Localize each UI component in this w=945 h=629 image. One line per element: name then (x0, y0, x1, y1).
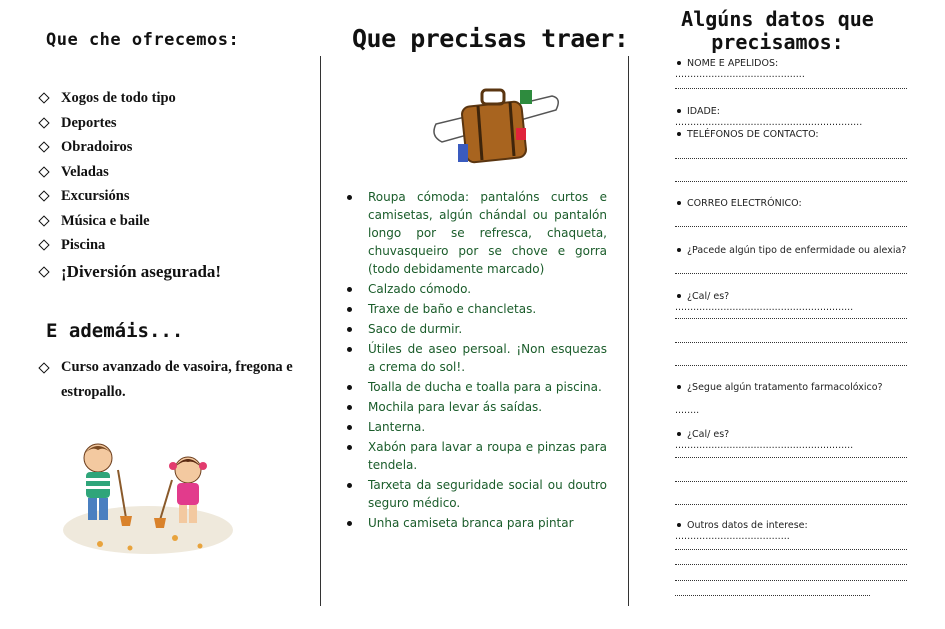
offer-item: Música e baile (40, 209, 221, 234)
field-illness-which[interactable]: ¿Cal/ es? ........................................................... (675, 291, 854, 313)
dotted-line[interactable] (675, 595, 870, 596)
bring-item: Xabón para lavar a roupa e pinzas para tendela. (345, 438, 607, 474)
field-treatment-which[interactable]: ¿Cal/ es? ........................................................... (675, 429, 854, 451)
offer-item: Piscina (40, 233, 221, 258)
bring-item: Calzado cómodo. (345, 280, 607, 298)
offer-item: Xogos de todo tipo (40, 86, 221, 111)
offer-item: Deportes (40, 111, 221, 136)
bring-item: Útiles de aseo persoal. ¡Non esquezas a crema do sol!. (345, 340, 607, 376)
data-title: Algúns datos que precisamos: (681, 7, 874, 54)
field-illness[interactable]: ¿Pacede algún tipo de enfermidade ou alexia? (675, 245, 910, 256)
kids-sweeping-illustration (60, 420, 235, 560)
bring-item: Roupa cómoda: pantalóns curtos e camisetas, algún chándal ou pantalón longo por se refresca, chaqueta, chuvasqueiro por se chove e gorra (todo debidamente marcado) (345, 188, 607, 278)
field-email[interactable]: CORREO ELECTRÓNICO: (675, 198, 910, 209)
diamond-bullet-icon (38, 266, 49, 277)
bullet-icon (677, 523, 681, 527)
dotted-line[interactable] (675, 365, 907, 366)
dotted-line[interactable] (675, 318, 907, 319)
field-name[interactable]: NOME E APELIDOS: ........................................... (675, 58, 805, 80)
dotted-line[interactable] (675, 181, 907, 182)
bring-item: Traxe de baño e chancletas. (345, 300, 607, 318)
bring-item: Tarxeta da seguridade social ou doutro seguro médico. (345, 476, 607, 512)
bring-item: Saco de durmir. (345, 320, 607, 338)
bullet-icon (677, 248, 681, 252)
dotted-line[interactable] (675, 342, 907, 343)
offer-item: Veladas (40, 160, 221, 185)
diamond-bullet-icon (38, 191, 49, 202)
dotted-line[interactable] (675, 273, 907, 274)
ademais-title: E ademáis... (46, 320, 184, 342)
diamond-bullet-icon (38, 240, 49, 251)
field-phones[interactable]: TELÉFONOS DE CONTACTO: (675, 129, 910, 140)
diamond-bullet-icon (38, 362, 49, 373)
suitcase-illustration (428, 80, 563, 170)
bullet-icon (677, 385, 681, 389)
bring-title: Que precisas traer: (352, 24, 629, 53)
dotted-line[interactable] (675, 158, 907, 159)
dotted-line[interactable] (675, 564, 907, 565)
bring-item: Mochila para levar ás saídas. (345, 398, 607, 416)
dotted-line[interactable] (675, 226, 907, 227)
bullet-icon (677, 132, 681, 136)
offer-item: Obradoiros (40, 135, 221, 160)
offer-item-highlight: ¡Diversión asegurada! (40, 258, 221, 286)
offers-title: Que che ofrecemos: (46, 30, 240, 50)
bullet-icon (677, 109, 681, 113)
dotted-line[interactable] (675, 504, 907, 505)
offer-item: Excursións (40, 184, 221, 209)
bullet-icon (677, 432, 681, 436)
diamond-bullet-icon (38, 117, 49, 128)
bullet-icon (677, 61, 681, 65)
diamond-bullet-icon (38, 93, 49, 104)
field-treatment[interactable]: ¿Segue algún tratamento farmacolóxico? (675, 382, 910, 393)
dotted-line[interactable] (675, 457, 907, 458)
field-other[interactable]: Outros datos de interese: ...................................... (675, 520, 808, 542)
dotted-line[interactable] (675, 88, 907, 89)
trailing-dots: ........ (675, 405, 700, 416)
column-divider (320, 56, 321, 606)
column-divider (628, 56, 629, 606)
curso-text: Curso avanzado de vasoira, fregona e estropallo. (40, 355, 316, 405)
dotted-line[interactable] (675, 580, 907, 581)
diamond-bullet-icon (38, 215, 49, 226)
diamond-bullet-icon (38, 166, 49, 177)
bring-item: Unha camiseta branca para pintar (345, 514, 607, 532)
bring-item: Toalla de ducha e toalla para a piscina. (345, 378, 607, 396)
bring-item: Lanterna. (345, 418, 607, 436)
diamond-bullet-icon (38, 142, 49, 153)
dotted-line[interactable] (675, 549, 907, 550)
offers-list (40, 86, 221, 286)
bullet-icon (677, 201, 681, 205)
bring-list (345, 188, 607, 534)
dotted-line[interactable] (675, 481, 907, 482)
field-age[interactable]: IDADE: .............................................................. (675, 106, 863, 128)
bullet-icon (677, 294, 681, 298)
